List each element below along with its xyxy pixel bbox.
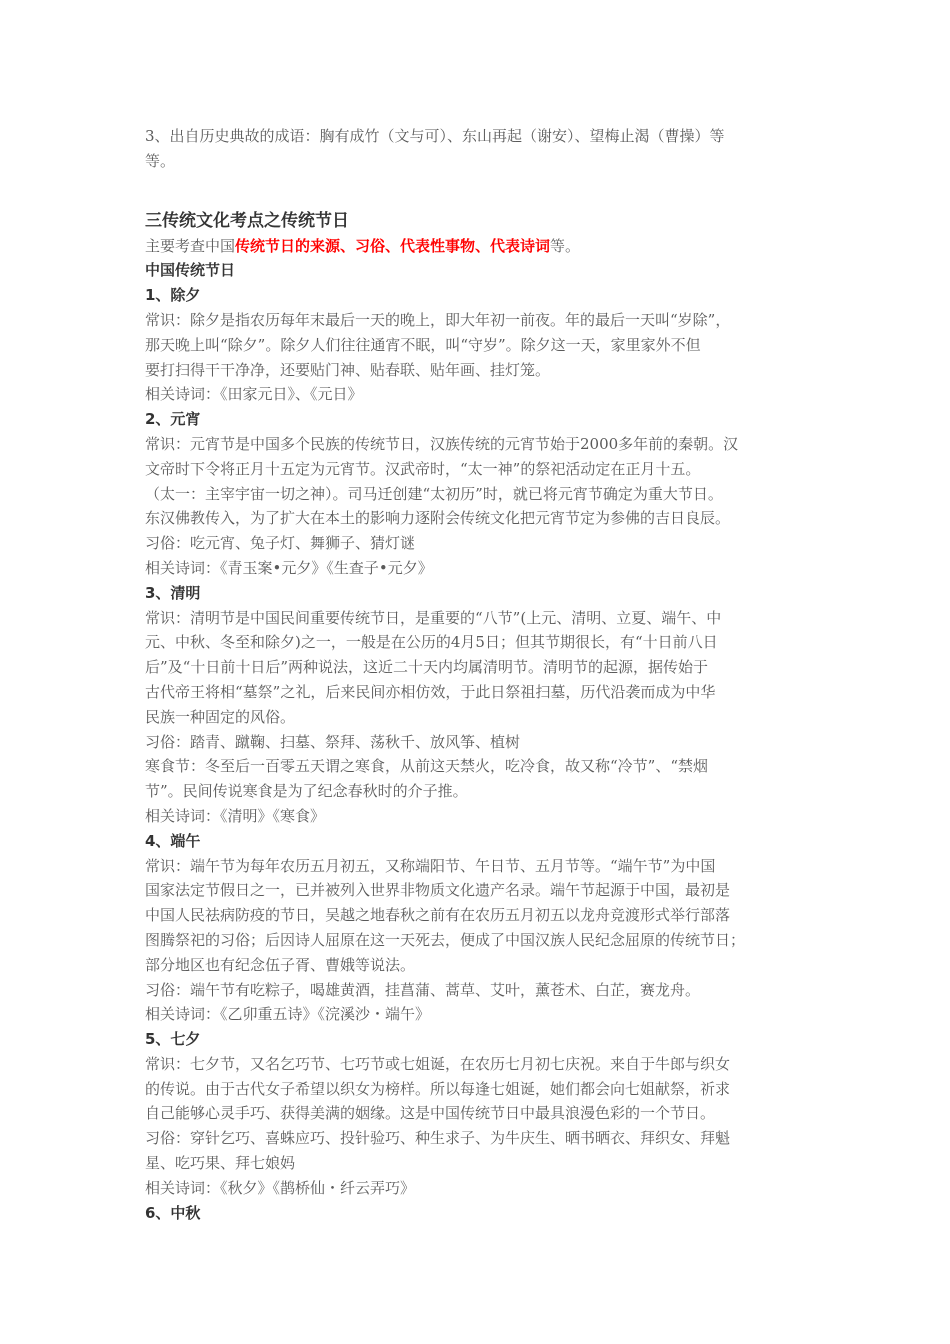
lead-suffix: 等。 <box>550 236 581 255</box>
section-title: 三传统文化考点之传统节日 <box>145 210 349 231</box>
festival-heading: 2、元宵 <box>145 410 201 429</box>
festival-line: 古代帝王将相“墓祭”之礼，后来民间亦相仿效，于此日祭祖扫墓，历代沿袭而成为中华 <box>145 682 716 701</box>
festival-line: 元、中秋、冬至和除夕)之一，一般是在公历的4月5日；但其节期很长，有“十日前八日 <box>145 633 718 652</box>
festival-line: 星、吃巧果、拜七娘妈 <box>145 1154 296 1173</box>
festival-line: 国家法定节假日之一，已并被列入世界非物质文化遗产名录。端午节起源于中国，最初是 <box>145 881 731 900</box>
festival-line: 常识：清明节是中国民间重要传统节日，是重要的“八节”(上元、清明、立夏、端午、中 <box>145 608 722 627</box>
festival-line: 那天晚上叫“除夕”。除夕人们往往通宵不眠，叫“守岁”。除夕这一天，家里家外不但 <box>145 335 701 354</box>
festival-line: 常识：元宵节是中国多个民族的传统节日，汉族传统的元宵节始于2000多年前的秦朝。汉 <box>145 434 739 453</box>
festival-line: 常识：除夕是指农历每年末最后一天的晚上，即大年初一前夜。年的最后一天叫“岁除”， <box>145 310 731 329</box>
intro-line-2: 等。 <box>145 151 176 170</box>
festival-line: 民族一种固定的风俗。 <box>145 707 296 726</box>
intro-line-1: 3、出自历史典故的成语：胸有成竹（文与可）、东山再起（谢安）、望梅止渴（曹操）等 <box>145 127 725 145</box>
festival-heading: 5、七夕 <box>145 1030 201 1049</box>
festival-customs: 习俗：穿针乞巧、喜蛛应巧、投针验巧、种生求子、为牛庆生、晒书晒衣、拜织女、拜魁 <box>145 1129 731 1148</box>
festival-customs: 习俗：踏青、蹴鞠、扫墓、祭拜、荡秋千、放风筝、植树 <box>145 732 521 751</box>
festival-line: 常识：端午节为每年农历五月初五，又称端阳节、午日节、五月节等。“端午节”为中国 <box>145 856 716 875</box>
lead-prefix: 主要考查中国 <box>145 236 236 255</box>
festival-poems: 相关诗词：《青玉案•元夕》《生查子•元夕》 <box>145 558 433 577</box>
festival-line: 东汉佛教传入，为了扩大在本土的影响力逐附会传统文化把元宵节定为参佛的吉日良辰。 <box>145 509 731 528</box>
festival-customs: 习俗：端午节有吃粽子，喝雄黄酒，挂菖蒲、蒿草、艾叶，薰苍术、白芷，赛龙舟。 <box>145 980 701 999</box>
festival-line: 寒食节：冬至后一百零五天谓之寒食，从前这天禁火，吃冷食，故又称“冷节”、“禁烟 <box>145 757 709 776</box>
festival-line: 自己能够心灵手巧、获得美满的姻缘。这是中国传统节日中最具浪漫色彩的一个节日。 <box>145 1104 716 1123</box>
festival-heading: 6、中秋 <box>145 1203 201 1222</box>
festival-heading: 4、端午 <box>145 831 201 850</box>
section-subtitle: 中国传统节日 <box>145 261 236 280</box>
festival-line: 要打扫得干干净净，还要贴门神、贴春联、贴年画、挂灯笼。 <box>145 360 551 379</box>
festival-heading: 3、清明 <box>145 583 201 602</box>
festival-heading: 1、除夕 <box>145 286 201 305</box>
section-lead <box>145 234 813 259</box>
festival-line: 后”及“十日前十日后”两种说法，这近二十天内均属清明节。清明节的起源，据传始于 <box>145 658 709 677</box>
festival-line: 文帝时下令将正月十五定为元宵节。汉武帝时，“太一神”的祭祀活动定在正月十五。 <box>145 459 701 478</box>
festival-poems: 相关诗词：《乙卯重五诗》《浣溪沙・端午》 <box>145 1005 431 1024</box>
lead-highlight: 传统节日的来源、习俗、代表性事物、代表诗词 <box>235 236 551 255</box>
festival-line: 中国人民祛病防疫的节日，吴越之地春秋之前有在农历五月初五以龙舟竞渡形式举行部落 <box>145 906 731 925</box>
festival-line: 部分地区也有纪念伍子胥、曹娥等说法。 <box>145 955 416 974</box>
festival-line: （太一：主宰宇宙一切之神）。司马迁创建“太初历”时，就已将元宵节确定为重大节日。 <box>145 484 723 503</box>
festival-poems: 相关诗词：《清明》《寒食》 <box>145 806 326 825</box>
festival-line: 节”。民间传说寒食是为了纪念春秋时的介子推。 <box>145 782 468 801</box>
festival-line: 图腾祭祀的习俗；后因诗人屈原在这一天死去，便成了中国汉族人民纪念屈原的传统节日； <box>145 930 746 949</box>
festival-line: 的传说。由于古代女子希望以织女为榜样。所以每逢七姐诞，她们都会向七姐献祭，祈求 <box>145 1079 731 1098</box>
festival-poems: 相关诗词：《秋夕》《鹊桥仙・纤云弄巧》 <box>145 1178 416 1197</box>
document-page <box>145 124 813 1225</box>
festival-customs: 习俗：吃元宵、兔子灯、舞狮子、猜灯谜 <box>145 534 416 553</box>
festival-poems: 相关诗词：《田家元日》、《元日》 <box>145 385 363 404</box>
festival-line: 常识：七夕节，又名乞巧节、七巧节或七姐诞，在农历七月初七庆祝。来自于牛郎与织女 <box>145 1054 731 1073</box>
